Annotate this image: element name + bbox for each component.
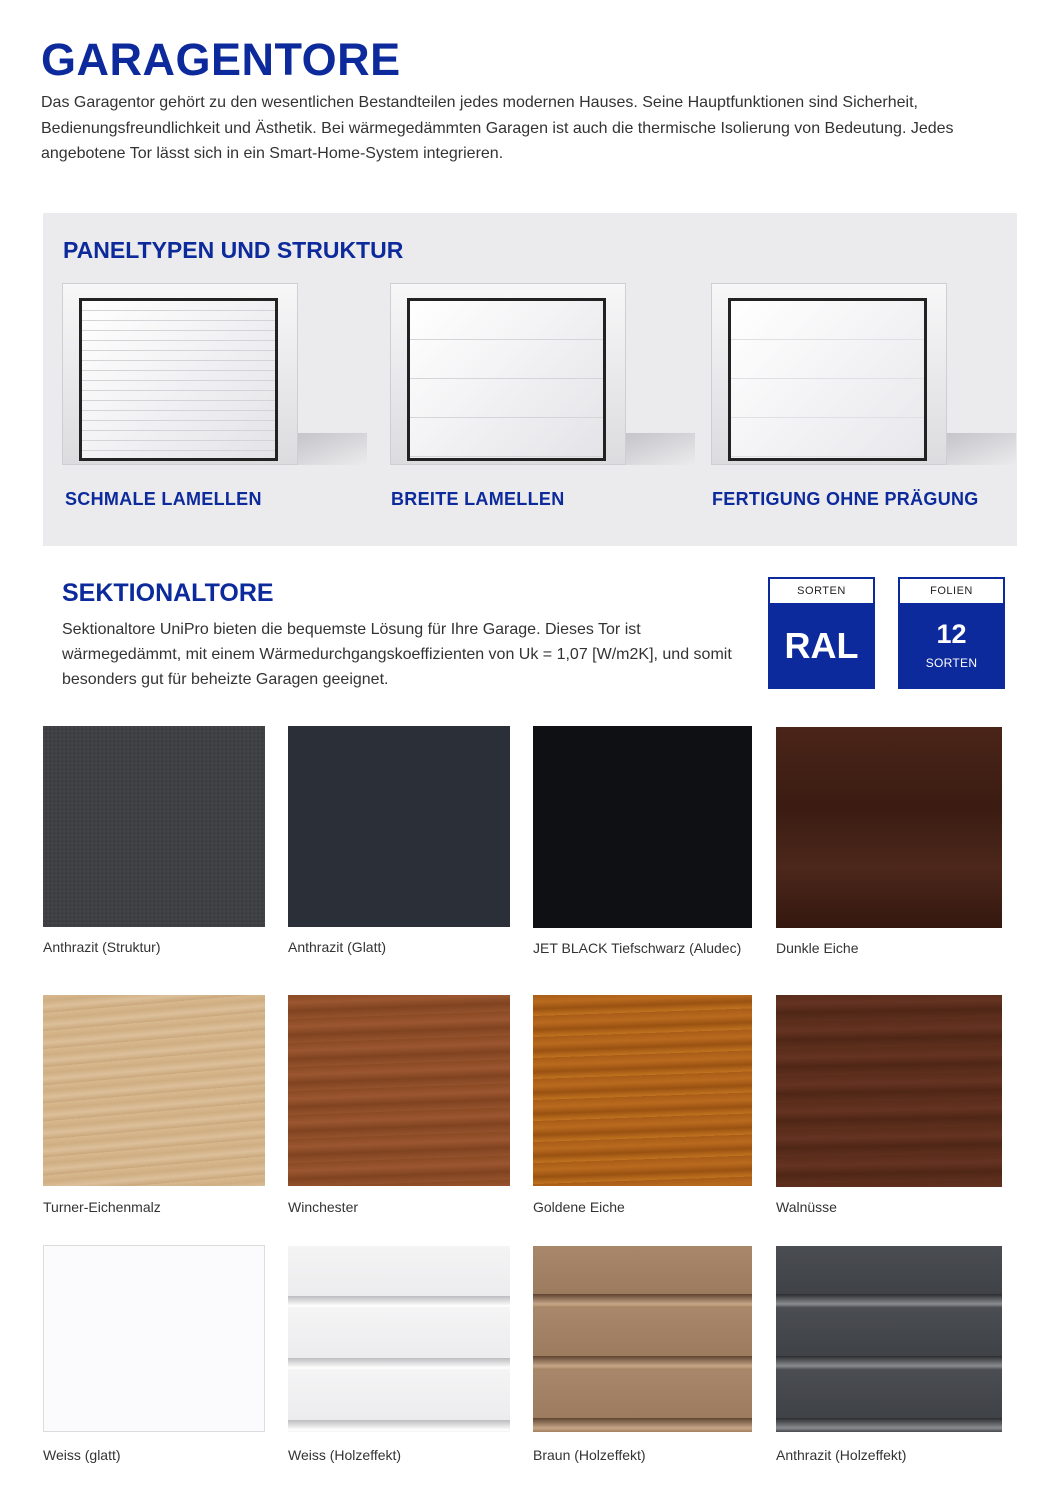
swatch-dunkle-eiche	[776, 727, 998, 956]
swatch-goldene-eiche	[533, 995, 755, 1215]
swatch-image	[43, 995, 265, 1186]
ral-badge-caption: SORTEN	[770, 579, 873, 603]
door-label-narrow: SCHMALE LAMELLEN	[65, 489, 262, 509]
swatch-label: Dunkle Eiche	[776, 940, 859, 956]
swatch-turner-eichenmalz	[43, 995, 265, 1215]
page-title: GARAGENTORE	[41, 34, 401, 85]
ral-badge-value: RAL	[784, 625, 859, 666]
swatch-anthrazit-holzeffekt	[776, 1246, 998, 1463]
swatch-label: Walnüsse	[776, 1199, 837, 1215]
swatch-image	[776, 1246, 1002, 1432]
swatch-label: Winchester	[288, 1199, 359, 1215]
swatch-walnuesse	[776, 995, 998, 1215]
swatch-image	[776, 995, 1002, 1187]
sektional-text: Sektionaltore UniPro bieten die bequemste Lösung für Ihre Garage. Dieses Tor ist wärmegedämmt, mit einem Wärmedurchgangskoeffizienten von Uk = 1,07 [W/m2K], und somit besonders gut für beheizte Garagen geeignet.	[62, 621, 732, 688]
door-image-plain	[711, 283, 1011, 468]
swatch-image	[43, 1245, 265, 1432]
swatch-anthrazit-struktur	[43, 726, 265, 955]
swatch-winchester	[288, 995, 510, 1215]
panel-types-heading: PANELTYPEN UND STRUKTUR	[63, 237, 404, 263]
swatch-weiss-glatt	[43, 1245, 265, 1463]
swatch-label: Weiss (glatt)	[43, 1447, 121, 1463]
swatch-label: JET BLACK Tiefschwarz (Aludec)	[533, 940, 742, 956]
folien-badge-caption: FOLIEN	[900, 579, 1003, 603]
door-image-narrow	[62, 283, 362, 468]
folien-badge-sub: SORTEN	[925, 656, 978, 670]
swatch-image	[533, 995, 752, 1186]
swatch-braun-holzeffekt	[533, 1246, 755, 1463]
swatch-label: Goldene Eiche	[533, 1199, 625, 1215]
sektional-heading: SEKTIONALTORE	[62, 579, 274, 607]
swatch-image	[288, 1246, 510, 1432]
swatch-image	[288, 995, 510, 1186]
swatch-label: Anthrazit (Glatt)	[288, 939, 387, 955]
swatch-label: Weiss (Holzeffekt)	[288, 1447, 402, 1463]
swatch-jet-black	[533, 726, 755, 956]
swatch-anthrazit-glatt	[288, 726, 510, 955]
door-label-plain: FERTIGUNG OHNE PRÄGUNG	[712, 489, 979, 509]
swatch-label: Anthrazit (Struktur)	[43, 939, 161, 955]
swatch-image	[776, 727, 1002, 928]
swatch-label: Braun (Holzeffekt)	[533, 1447, 646, 1463]
swatch-weiss-holzeffekt	[288, 1246, 510, 1463]
swatch-image	[288, 726, 510, 927]
swatch-label: Turner-Eichenmalz	[43, 1199, 161, 1215]
folien-badge-value: 12	[936, 619, 967, 649]
ral-badge	[768, 577, 875, 689]
swatch-image	[533, 726, 752, 928]
swatch-image	[43, 726, 265, 927]
door-image-wide	[390, 283, 690, 468]
swatch-label: Anthrazit (Holzeffekt)	[776, 1447, 907, 1463]
intro-text: Das Garagentor gehört zu den wesentlichen Bestandteilen jedes modernen Hauses. Seine Hauptfunktionen sind Sicherheit, Bedienungsfreundlichkeit und Ästhetik. Bei wärmegedämmten Garagen ist auch die thermische Isolierung von Bedeutung. Jedes angebotene Tor lässt sich in ein Smart-Home-System integrieren.	[41, 94, 954, 162]
folien-badge	[898, 577, 1005, 689]
swatch-image	[533, 1246, 752, 1432]
door-label-wide: BREITE LAMELLEN	[391, 489, 565, 509]
